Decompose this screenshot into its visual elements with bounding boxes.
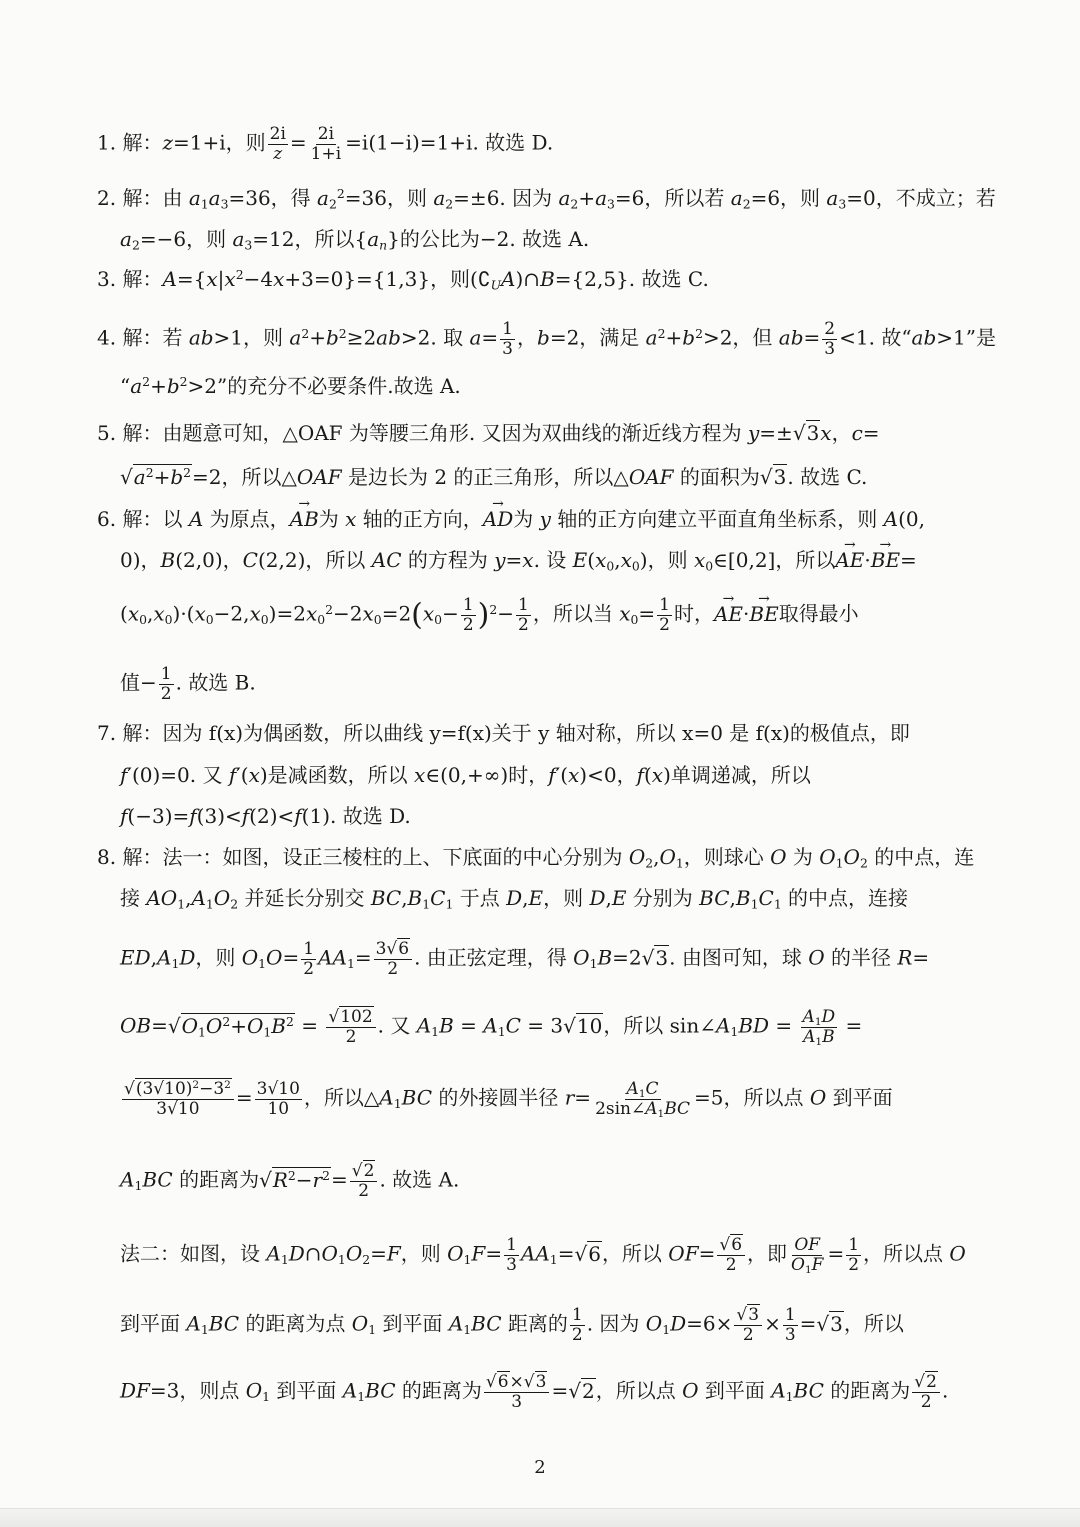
q8-line4: $OB=√O_1O^2+O_1B^2$ = $\frac{√102}{2}$ . 又 $A_1B = A_1C = 3√10$，所以 $\sin\angle A_1BD$ = $\frac{A_1D}{A_1B}$ = — [120, 1007, 863, 1048]
q3-line1: 3. 解：$A=\{x|x^2-4x+3=0\}=\{1,3\}$，则$(∁_UA)\cap B=\{2,5\}$. 故选 C. — [97, 267, 709, 293]
q4-line2: “$a^2+b^2>2$”的充分不必要条件.故选 A. — [120, 374, 461, 398]
q8-method2-line1: 法二：如图，设 $A_1D\cap O_1O_2=F$，则 $O_1F=$ $\frac{1}{3}$ $AA_1=√6$，所以 OF= $\frac{√6}{2}$ ，即 $\frac{OF}{O_1F}$ = $\frac{1}{2}$ ，所以点 O — [120, 1235, 966, 1276]
q6-line4: 值− $\frac{1}{2}$ . 故选 B. — [120, 664, 256, 704]
q4-line1: 4. 解：若 ab>1，则 $a^2+b^2\ge 2ab>2$. 取 a= $\frac{1}{3}$ ，b=2，满足 $a^2+b^2>2$，但 ab= $\frac{2}{3}$ <1. 故“ab>1”是 — [97, 319, 996, 359]
page-number: 2 — [534, 1457, 546, 1478]
q7-line3: f(−3)=f(3)<f(2)<f(1). 故选 D. — [120, 804, 411, 828]
q1-line1: 1. 解：z=1+i，则 $\frac{2i}{z}$ = $\frac{2i}{1+i}$ =i(1−i)=1+i. 故选 D. — [97, 124, 554, 164]
q8-line6: $A_1BC$ 的距离为$√R^2-r^2=$ $\frac{√2}{2}$ . 故选 A. — [120, 1161, 460, 1201]
page-bottom-edge — [0, 1508, 1080, 1527]
q8-line3: $ED,A_1D$，则 $O_1O=$ $\frac{1}{2}$ $AA_1=$ $\frac{3√6}{2}$ . 由正弦定理，得 $O_1B=2√3$. 由图可知，球 O 的半径 R= — [120, 939, 930, 979]
q6-line2: 0)，B(2,0)，C(2,2)，所以 AC 的方程为 y=x. 设 $E(x_0,x_0)$，则 $x_0\in[0,2]$，所以→ AE·→ BE= — [120, 549, 917, 571]
q5-line1: 5. 解：由题意可知，△OAF 为等腰三角形. 又因为双曲线的渐近线方程为 y=±√3x，c= — [97, 421, 880, 445]
q5-line2: $√a^2+b^2=2$，所以△OAF 是边长为 2 的正三角形，所以△OAF 的面积为√3. 故选 C. — [120, 465, 868, 489]
q6-line1: 6. 解：以 A 为原点，→ AB为 x 轴的正方向，→ AD为 y 轴的正方向建立平面直角坐标系，则 A(0, — [97, 508, 925, 530]
q8-method2-line3: DF=3，则点 $O_1$ 到平面 $A_1BC$ 的距离为 $\frac{√6\times√3}{3}$ =√2，所以点 O 到平面 $A_1BC$ 的距离为 $\frac{√2}{2}$ . — [120, 1372, 949, 1412]
q7-line1: 7. 解：因为 f(x)为偶函数，所以曲线 y=f(x)关于 y 轴对称，所以 x=0 是 f(x)的极值点，即 — [97, 721, 910, 745]
q8-line1: 8. 解：法一：如图，设正三棱柱的上、下底面的中心分别为 $O_2,O_1$，则球心 O 为 $O_1O_2$ 的中点，连 — [97, 845, 975, 871]
q8-line5: $\frac{√(3√10)^2-3^2}{3√10}$ = $\frac{3√10}{10}$ ，所以$\triangle A_1BC$ 的外接圆半径 r= $\frac{A_1C}{2\sin\angle A_1BC}$ =5，所以点 O 到平面 — [124, 1079, 893, 1120]
q2-line2: $a_2=-6$，则 $a_3=12$，所以$\{a_n\}$的公比为−2. 故选 A. — [120, 227, 590, 253]
q7-line2: f′(0)=0. 又 f′(x)是减函数，所以 x∈(0,+∞)时，f′(x)<0，f(x)单调递减，所以 — [120, 763, 811, 787]
q6-line3: $(x_0,x_0)\cdot(x_0-2,x_0)=2x_0^2-2x_0=2(x_0-$ $\frac{1}{2}$ )$^2$− $\frac{1}{2}$ ，所以当 $x_0=$ $\frac{1}{2}$ 时，→ AE·→ BE取得最小 — [120, 596, 859, 634]
q8-line2: 接 $AO_1,A_1O_2$ 并延长分别交 $BC,B_1C_1$ 于点 D,E，则 D,E 分别为 $BC,B_1C_1$ 的中点，连接 — [120, 886, 909, 912]
q2-line1: 2. 解：由 $a_1a_3=36$，得 $a_2^2=36$，则 $a_2=\pm 6$. 因为 $a_2+a_3=6$，所以若 $a_2=6$，则 $a_3=0$，不成立；若 — [97, 186, 996, 212]
q8-method2-line2: 到平面 $A_1BC$ 的距离为点 $O_1$ 到平面 $A_1BC$ 距离的 $\frac{1}{2}$ . 因为 $O_1D=6\times$ $\frac{√3}{2}$ × $\frac{1}{3}$ =√3，所以 — [120, 1305, 904, 1345]
